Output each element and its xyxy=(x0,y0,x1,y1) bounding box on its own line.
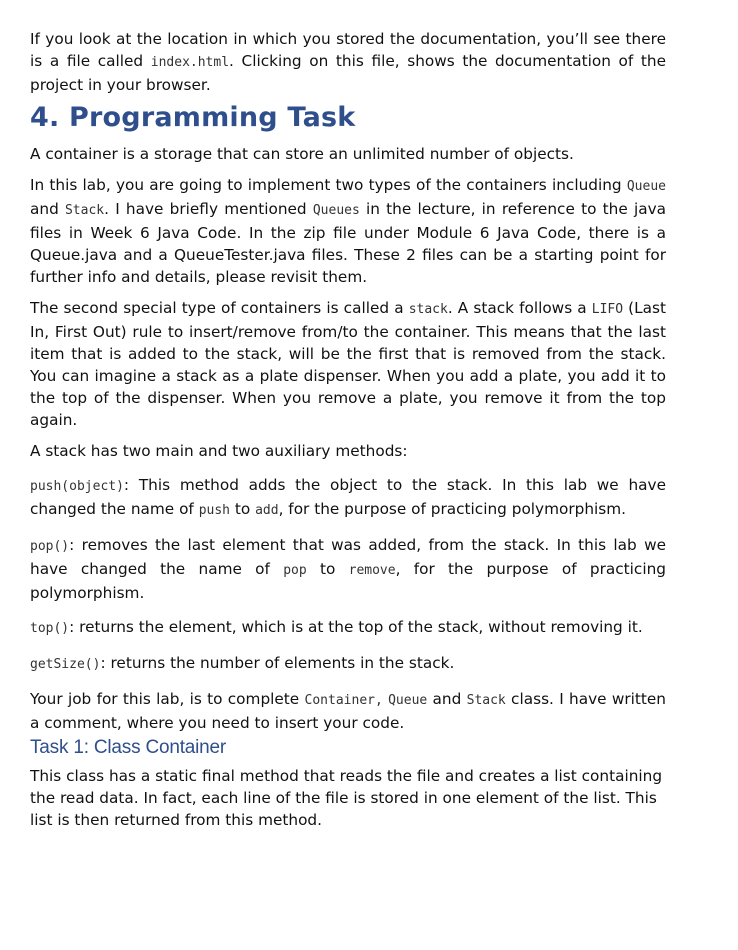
code-pop: pop xyxy=(283,563,307,578)
lab-text-2: and xyxy=(30,200,65,218)
stack-description-paragraph xyxy=(30,297,666,431)
intro-text-1: If you look at the location in which you stored the documentation, you’ll see there is a file called xyxy=(30,30,666,70)
pop-text-2: to xyxy=(306,560,349,578)
lab-text-3: . I have briefly mentioned xyxy=(104,200,313,218)
code-add: add xyxy=(255,503,279,518)
code-getsize-call: getSize() xyxy=(30,657,101,672)
code-stack-class: Stack xyxy=(466,693,506,708)
method-top-paragraph xyxy=(30,616,666,640)
lab-overview-paragraph xyxy=(30,174,666,288)
stack-text-2: . A stack follows a xyxy=(447,299,592,317)
document-page xyxy=(30,28,666,831)
job-text-1: Your job for this lab, is to complete xyxy=(30,690,305,708)
getsize-text-1: : returns the number of elements in the stack. xyxy=(100,654,455,672)
task1-heading: Task 1: Class Container xyxy=(30,737,227,758)
pop-text-3: , for the purpose of practicing polymorphism. xyxy=(30,560,666,602)
pop-text-1: : removes the last element that was added, from the stack. In this lab we have changed the name of xyxy=(30,536,666,578)
stack-text-1: The second special type of containers is called a xyxy=(30,299,409,317)
job-text-3: and xyxy=(427,690,467,708)
job-text-4: class. I have written a comment, where you need to insert your code. xyxy=(30,690,666,732)
push-text-2: to xyxy=(230,500,256,518)
job-paragraph xyxy=(30,688,666,734)
top-text-1: : returns the element, which is at the top of the stack, without removing it. xyxy=(69,618,643,636)
code-remove: remove xyxy=(348,563,396,578)
method-pop-paragraph xyxy=(30,534,666,604)
method-getsize-paragraph xyxy=(30,652,666,676)
code-queues: Queues xyxy=(312,203,360,218)
code-push: push xyxy=(198,503,230,518)
push-text-1: : This method adds the object to the stack. In this lab we have changed the name of xyxy=(30,476,666,518)
code-lifo: LIFO xyxy=(591,302,624,317)
code-stack-lower: stack xyxy=(408,302,448,317)
code-pop-call: pop() xyxy=(30,539,70,554)
stack-text-3: (Last In, First Out) rule to insert/remove from/to the container. This means that the last item that is added to the stack, will be the first that is removed from the stack. You can imagine a stack as a plate dispenser. When you add a plate, you add it to the top of the dispenser. When you remove a plate, you remove it from the top again. xyxy=(30,299,666,429)
code-container: Container, xyxy=(304,693,383,708)
code-index-html: index.html xyxy=(150,55,230,70)
push-text-3: , for the purpose of practicing polymorphism. xyxy=(278,500,627,518)
lab-text-4: in the lecture, in reference to the java files in Week 6 Java Code. In the zip file under Module 6 Java Code, there is a Queue.java and a QueueTester.java files. These 2 files can be a starting point for further info and details, please revisit them. xyxy=(30,200,666,286)
intro-paragraph xyxy=(30,28,666,96)
container-definition-paragraph: A container is a storage that can store an unlimited number of objects. xyxy=(30,145,574,163)
code-top-call: top() xyxy=(30,621,70,636)
intro-text-2: . Clicking on this file, shows the documentation of the project in your browser. xyxy=(30,52,666,94)
method-push-paragraph xyxy=(30,474,666,522)
code-queue-class: Queue xyxy=(388,693,428,708)
task1-body-paragraph: This class has a static final method that reads the file and creates a list containing the read data. In fact, each line of the file is stored in one element of the list. This list is then returned from this method. xyxy=(30,767,663,829)
lab-text-1: In this lab, you are going to implement two types of the containers including xyxy=(30,176,627,194)
code-stack: Stack xyxy=(64,203,105,218)
code-push-object: push(object) xyxy=(30,479,124,494)
code-queue: Queue xyxy=(626,179,666,194)
section-heading-programming-task: 4. Programming Task xyxy=(30,102,356,133)
methods-intro-paragraph: A stack has two main and two auxiliary methods: xyxy=(30,442,408,460)
